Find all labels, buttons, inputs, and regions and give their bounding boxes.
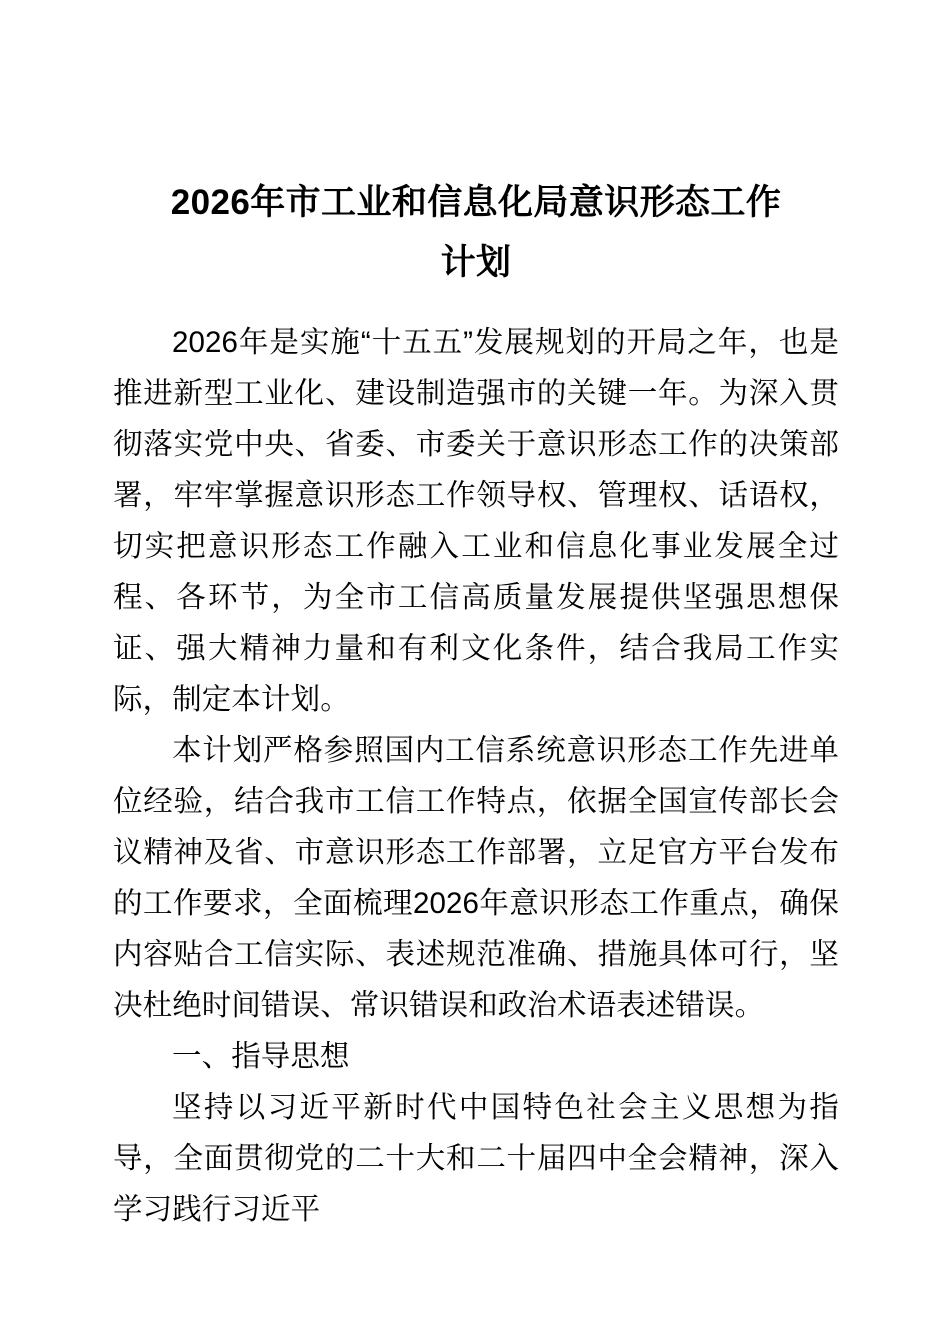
title-line-2: 计划 bbox=[440, 243, 512, 282]
page-title bbox=[113, 0, 839, 293]
title-line-1: 2026年市工业和信息化局意识形态工作 bbox=[170, 183, 782, 222]
section-1-paragraph-1: 坚持以习近平新时代中国特色社会主义思想为指导，全面贯彻党的二十大和二十届四中全会精神，深入学习践行习近平 bbox=[113, 1091, 839, 1226]
document-content bbox=[113, 0, 839, 1235]
section-heading-1: 一、指导思想 bbox=[172, 1040, 350, 1073]
body-paragraph-2: 本计划严格参照国内工信系统意识形态工作先进单位经验，结合我市工信工作特点，依据全国宣传部长会议精神及省、市意识形态工作部署，立足官方平台发布的工作要求，全面梳理2026年意识形态工作重点，确保内容贴合工信实际、表述规范准确、措施具体可行，坚决杜绝时间错误、常识错误和政治术语表述错误。 bbox=[113, 734, 839, 1022]
body-paragraph-1: 2026年是实施“十五五”发展规划的开局之年，也是推进新型工业化、建设制造强市的关键一年。为深入贯彻落实党中央、省委、市委关于意识形态工作的决策部署，牢牢掌握意识形态工作领导权、管理权、话语权，切实把意识形态工作融入工业和信息化事业发展全过程、各环节，为全市工信高质量发展提供坚强思想保证、强大精神力量和有利文化条件，结合我局工作实际，制定本计划。 bbox=[113, 326, 839, 716]
